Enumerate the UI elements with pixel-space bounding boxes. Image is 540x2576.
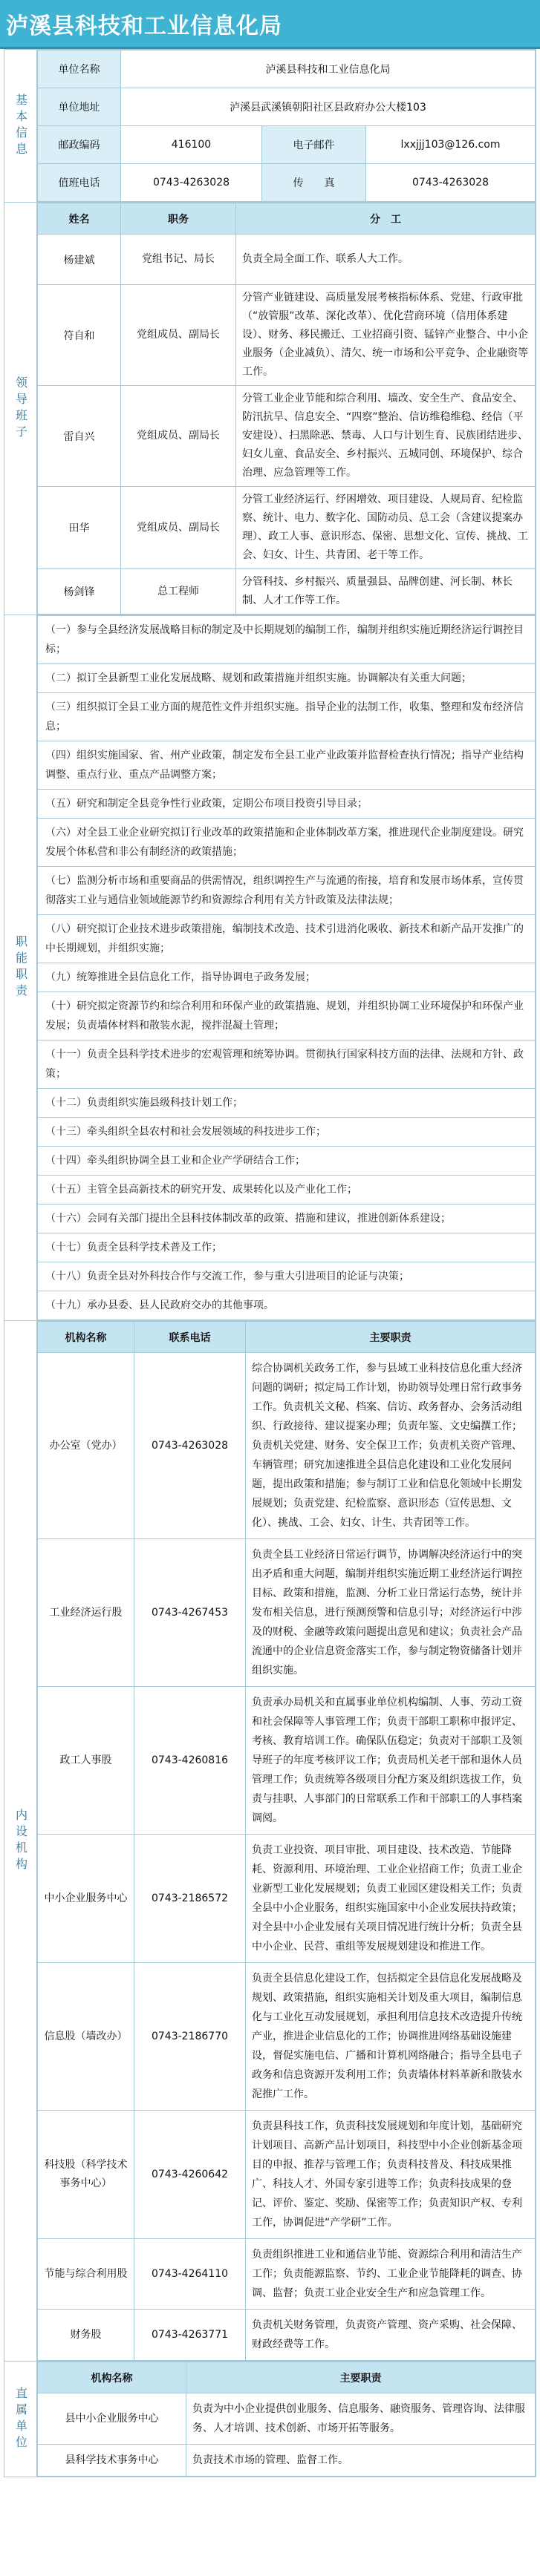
duty-item: （三）组织拟订全县工业方面的规范性文件并组织实施。指导企业的法制工作，收集、整理和发布经济信息； bbox=[38, 693, 536, 741]
duty-item: （十一）负责全县科学技术进步的宏观管理和统筹协调。贯彻执行国家科技方面的法律、法规和方针、政策； bbox=[38, 1040, 536, 1089]
org-phone: 0743-4263771 bbox=[134, 2310, 246, 2361]
leader-name: 符自和 bbox=[38, 285, 121, 386]
leader-work: 分管科技、乡村振兴、质量强县、品牌创建、河长制、林长制、人才工作等工作。 bbox=[236, 569, 536, 614]
leader-name: 田华 bbox=[38, 487, 121, 569]
org-responsibility: 负责组织推进工业和通信业节能、资源综合利用和清洁生产工作；负责能源监察、节约、工业企业节能降耗的调查、协调、监督；负责工业企业安全生产和应急管理工作。 bbox=[246, 2239, 536, 2310]
org-phone: 0743-4263028 bbox=[134, 1353, 246, 1539]
direct-unit-name: 县科学技术事务中心 bbox=[38, 2445, 186, 2477]
leaders-table bbox=[37, 203, 536, 614]
basic-info-table bbox=[37, 50, 536, 202]
orgs-head-resp: 主要职责 bbox=[246, 1322, 536, 1353]
duty-item: （十）研究拟定资源节约和综合利用和环保产业的政策措施、规划，并组织协调工业环境保护和环保产业发展；负责墙体材料和散装水泥，搅拌混凝土管理； bbox=[38, 992, 536, 1040]
duty-item: （一）参与全县经济发展战略目标的制定及中长期规划的编制工作，编制并组织实施近期经济运行调控目标； bbox=[38, 616, 536, 664]
unit-name-label: 单位名称 bbox=[38, 50, 121, 88]
org-responsibility: 负责承办局机关和直属事业单位机构编制、人事、劳动工资和社会保障等人事管理工作；负责干部职工职称申报评定、考核、教育培训工作。确保队伍稳定；负责对干部职工及领导班子的年度考核评议工作；负责局机关老干部和退休人员管理工作；负责统筹各级项目分配方案及组织选拔工作，负责与挂职、人事部门的日常联系工作和干部职工的人事档案调阅。 bbox=[246, 1687, 536, 1835]
org-phone: 0743-4264110 bbox=[134, 2239, 246, 2310]
direct-head-name: 机构名称 bbox=[38, 2362, 186, 2393]
org-name: 中小企业服务中心 bbox=[38, 1835, 134, 1963]
section-label-leaders: 领导班子 bbox=[4, 203, 37, 615]
duty-item: （四）组织实施国家、省、州产业政策，制定发布全县工业产业政策并监督检查执行情况；指导产业结构调整、重点行业、重点产品调整方案； bbox=[38, 741, 536, 790]
page-title: 泸溪县科技和工业信息化局 bbox=[6, 13, 282, 39]
duty-item: （十二）负责组织实施县级科技计划工作； bbox=[38, 1089, 536, 1118]
direct-unit-name: 县中小企业服务中心 bbox=[38, 2393, 186, 2445]
duty-item: （五）研究和制定全县竞争性行业政策，定期公布项目投资引导目录； bbox=[38, 790, 536, 819]
leader-name: 杨建斌 bbox=[38, 235, 121, 285]
direct-units-table bbox=[37, 2362, 536, 2477]
direct-unit-responsibility: 负责为中小企业提供创业服务、信息服务、融资服务、管理咨询、法律服务、人才培训、技术创新、市场开拓等服务。 bbox=[186, 2393, 536, 2445]
unit-name-value: 泸溪县科技和工业信息化局 bbox=[121, 50, 536, 88]
unit-address-label: 单位地址 bbox=[38, 88, 121, 126]
leader-work: 分管工业经济运行、纾困增效、项目建设、人规局育、纪检监察、统计、电力、数字化、国防动员、总工会（含建议提案办理）、政工人事、意识形态、保密、思想文化、宣传、挑战、工会、妇女、计生、共青团、老干等工作。 bbox=[236, 487, 536, 569]
duty-item: （十六）会同有关部门提出全县科技体制改革的政策、措施和建议，推进创新体系建设； bbox=[38, 1205, 536, 1233]
section-label-duties: 职能职责 bbox=[4, 615, 37, 1321]
direct-head-resp: 主要职责 bbox=[186, 2362, 536, 2393]
org-responsibility: 负责全县信息化建设工作，包括拟定全县信息化发展战略及规划、政策措施，组织实施相关计划及重大项目，编制信息化与工业化互动发展规划，承担利用信息技术改造提升传统产业，推进企业信息化的工作；协调推进网络基础设施建设，督促实施电信、广播和计算机网络融合；指导全县电子政务和信息资源开发利用工作；负责墙体材料革新和散装水泥推广工作。 bbox=[246, 1963, 536, 2111]
email-value[interactable]: lxxjjj103@126.com bbox=[366, 126, 536, 164]
duty-item: （二）拟订全县新型工业化发展战略、规划和政策措施并组织实施。协调解决有关重大问题； bbox=[38, 664, 536, 693]
duty-item: （十九）承办县委、县人民政府交办的其他事项。 bbox=[38, 1291, 536, 1320]
duty-item: （十七）负责全县科学技术普及工作； bbox=[38, 1233, 536, 1262]
duty-item: （九）统筹推进全县信息化工作，指导协调电子政务发展； bbox=[38, 963, 536, 992]
org-phone: 0743-4267453 bbox=[134, 1539, 246, 1687]
org-phone: 0743-4260816 bbox=[134, 1687, 246, 1835]
leaders-head-name: 姓名 bbox=[38, 203, 121, 235]
leaders-head-work: 分 工 bbox=[236, 203, 536, 235]
duty-item: （七）监测分析市场和重要商品的供需情况，组织调控生产与流通的衔接，培育和发展市场体系，宣传贯彻落实工业与通信业领域能源节约和资源综合利用有关方针政策及法律法规； bbox=[38, 867, 536, 915]
internal-orgs-table bbox=[37, 1321, 536, 2361]
org-name: 科技股（科学技术事务中心） bbox=[38, 2111, 134, 2239]
org-responsibility: 综合协调机关政务工作，参与县域工业科技信息化重大经济问题的调研；拟定局工作计划，协助领导处理日常行政事务工作。负责机关文秘、档案、信访、政务督办、会务活动组织、行政接待、建议提案办理；负责年鉴、文史编撰工作；负责机关党建、财务、安全保卫工作；负责机关资产管理、车辆管理；研究加速推进全县信息化建设和工业化发展问题，提出政策和措施；参与制订工业和信息化领域中长期发展规划；负责党建、纪检监察、意识形态（宣传思想、文化）、挑战、工会、妇女、计生、共青团等工作。 bbox=[246, 1353, 536, 1539]
zip-label: 邮政编码 bbox=[38, 126, 121, 164]
leader-work: 分管产业链建设、高质量发展考核指标体系、党建、行政审批（“放管服”改革、深化改革）、优化营商环境（信用体系建设）、财务、移民搬迁、工业招商引资、锰锌产业整合、中小企业服务（企业减负）、清欠、统一市场和公平竞争、企业融资等工作。 bbox=[236, 285, 536, 386]
leaders-head-post: 职务 bbox=[121, 203, 236, 235]
leader-work: 分管工业企业节能和综合利用、墙改、安全生产、食品安全、防汛抗旱、信息安全、“四察”整治、信访维稳维稳、经信（平安建设）、扫黑除恶、禁毒、人口与计划生育、民族团结进步、妇女儿童、食品安全、乡村振兴、五城同创、环境保护、综合治理、应急管理等工作。 bbox=[236, 386, 536, 487]
org-phone: 0743-2186770 bbox=[134, 1963, 246, 2111]
leader-post: 党组成员、副局长 bbox=[121, 487, 236, 569]
org-responsibility: 负责工业投资、项目审批、项目建设、技术改造、节能降耗、资源利用、环境治理、工业企业招商工作；负责工业企业新型工业化发展规划；负责工业园区建设相关工作；负责全县中小企业服务，组织实施国家中小企业发展扶持政策；对全县中小企业发展有关项目情况进行统计分析；负责全县中小企业、民营、重组等发展规划建设和推进工作。 bbox=[246, 1835, 536, 1963]
leader-work: 负责全局全面工作、联系人大工作。 bbox=[236, 235, 536, 285]
fax-label: 传 真 bbox=[262, 164, 366, 202]
leader-post: 总工程师 bbox=[121, 569, 236, 614]
duty-item: （十四）牵头组织协调全县工业和企业产学研结合工作； bbox=[38, 1147, 536, 1176]
org-name: 政工人事股 bbox=[38, 1687, 134, 1835]
email-label: 电子邮件 bbox=[262, 126, 366, 164]
duty-item: （十五）主管全县高新技术的研究开发、成果转化以及产业化工作； bbox=[38, 1176, 536, 1205]
duties-table bbox=[37, 615, 536, 1320]
org-responsibility: 负责全县工业经济日常运行调节，协调解决经济运行中的突出矛盾和重大问题，编制并组织实施近期工业经济运行调控目标、政策和措施，监测、分析工业日常运行态势，统计并发布相关信息，进行预测预警和信息引导；对经济运行中涉及的财税、金融等政策问题提出意见和建议；负责社会产品流通中的企业信息资金落实工作，参与制定物资储备计划并组织实施。 bbox=[246, 1539, 536, 1687]
info-frame bbox=[4, 49, 536, 2477]
leader-post: 党组书记、局长 bbox=[121, 235, 236, 285]
leader-post: 党组成员、副局长 bbox=[121, 386, 236, 487]
leader-name: 雷自兴 bbox=[38, 386, 121, 487]
section-label-internal: 内设机构 bbox=[4, 1321, 37, 2362]
section-label-direct: 直属单位 bbox=[4, 2362, 37, 2477]
org-phone: 0743-2186572 bbox=[134, 1835, 246, 1963]
fax-value: 0743-4263028 bbox=[366, 164, 536, 202]
org-name: 信息股（墙改办） bbox=[38, 1963, 134, 2111]
direct-unit-responsibility: 负责技术市场的管理、监督工作。 bbox=[186, 2445, 536, 2477]
section-label-basic: 基本信息 bbox=[4, 50, 37, 203]
org-responsibility: 负责机关财务管理，负责资产管理、资产采购、社会保障、财政经费等工作。 bbox=[246, 2310, 536, 2361]
leader-name: 杨剑锋 bbox=[38, 569, 121, 614]
duty-item: （六）对全县工业企业研究拟订行业改革的政策措施和企业体制改革方案，推进现代企业制度建设。研究发展个体私营和非公有制经济的政策措施； bbox=[38, 819, 536, 867]
duty-phone-value: 0743-4263028 bbox=[121, 164, 262, 202]
org-name: 财务股 bbox=[38, 2310, 134, 2361]
org-name: 工业经济运行股 bbox=[38, 1539, 134, 1687]
orgs-head-name: 机构名称 bbox=[38, 1322, 134, 1353]
orgs-head-tel: 联系电话 bbox=[134, 1322, 246, 1353]
duty-item: （十八）负责全县对外科技合作与交流工作，参与重大引进项目的论证与决策； bbox=[38, 1262, 536, 1291]
duty-phone-label: 值班电话 bbox=[38, 164, 121, 202]
duty-item: （八）研究拟订企业技术进步政策措施，编制技术改造、技术引进消化吸收、新技术和新产品开发推广的中长期规划，并组织实施； bbox=[38, 915, 536, 963]
org-responsibility: 负责县科技工作，负责科技发展规划和年度计划，基础研究计划项目、高新产品计划项目，科技型中小企业创新基金项目的申报、推荐与管理工作；负责科技普及、科技成果推广、科技人才、外国专家引进等工作；负责科技成果的登记、评价、鉴定、奖励、保密等工作；负责知识产权、专利工作，协调促进“产学研”工作。 bbox=[246, 2111, 536, 2239]
org-name: 节能与综合利用股 bbox=[38, 2239, 134, 2310]
org-phone: 0743-4260642 bbox=[134, 2111, 246, 2239]
zip-value: 416100 bbox=[121, 126, 262, 164]
unit-address-value: 泸溪县武溪镇朝阳社区县政府办公大楼103 bbox=[121, 88, 536, 126]
leader-post: 党组成员、副局长 bbox=[121, 285, 236, 386]
title-banner bbox=[0, 0, 540, 49]
duty-item: （十三）牵头组织全县农村和社会发展领域的科技进步工作； bbox=[38, 1118, 536, 1147]
org-name: 办公室（党办） bbox=[38, 1353, 134, 1539]
